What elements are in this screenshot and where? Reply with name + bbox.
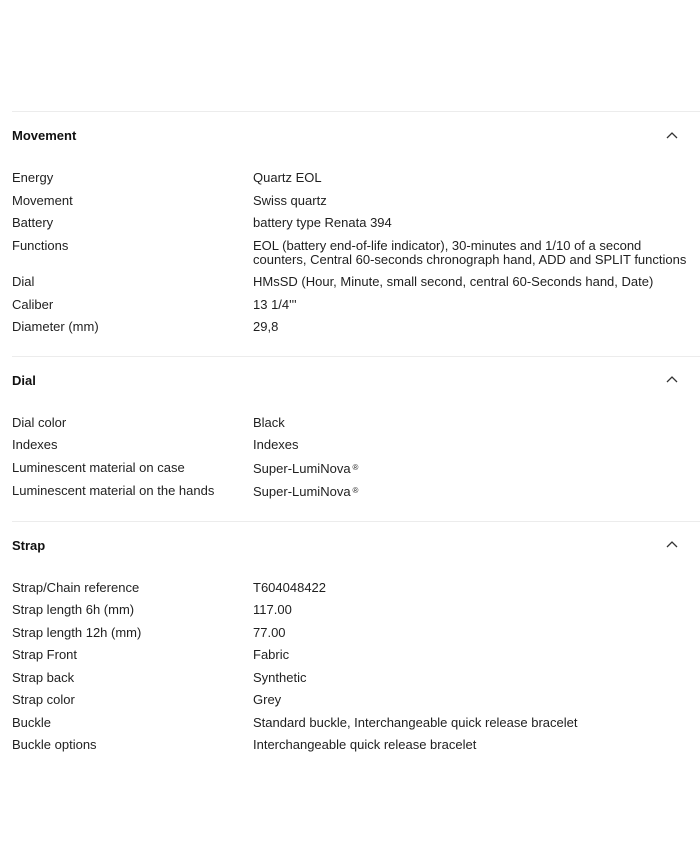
spec-value: 117.00 — [253, 602, 292, 617]
spec-value: Standard buckle, Interchangeable quick release bracelet — [253, 714, 578, 730]
spec-row — [12, 271, 700, 294]
spec-row — [12, 167, 700, 190]
spec-label: Movement — [12, 192, 73, 208]
spec-row — [12, 667, 700, 690]
spec-row — [12, 190, 700, 213]
chevron-up-icon[interactable] — [665, 373, 679, 387]
section-movement-toggle[interactable] — [12, 112, 700, 158]
spec-value: EOL (battery end-of-life indicator), 30-minutes and 1/10 of a second counters, Central 60-seconds chronograph hand, ADD and SPLIT functions — [253, 237, 687, 267]
spec-label: Strap color — [12, 692, 75, 707]
spec-row — [12, 235, 700, 272]
specifications-accordion — [12, 111, 700, 774]
spec-value: Indexes — [253, 437, 299, 452]
spec-row — [12, 644, 700, 667]
spec-list — [12, 158, 700, 356]
spec-label: Buckle options — [12, 737, 97, 752]
spec-row — [12, 212, 700, 235]
spec-value: Black — [253, 414, 285, 430]
spec-value: Synthetic — [253, 669, 307, 685]
spec-label: Luminescent material on the hands — [12, 483, 215, 498]
spec-value: Grey — [253, 692, 282, 707]
spec-label: Buckle — [12, 714, 52, 730]
spec-list — [12, 568, 700, 774]
spec-value: HMsSD (Hour, Minute, small second, central 60-Seconds hand, Date) — [253, 274, 654, 289]
spec-value — [253, 484, 700, 499]
spec-label: Strap length 12h (mm) — [12, 624, 142, 640]
spec-value: Fabric — [253, 647, 290, 662]
section-strap-toggle[interactable] — [12, 522, 700, 568]
spec-value: 77.00 — [253, 624, 286, 640]
spec-value-text: Super-LumiNova — [253, 484, 351, 499]
section-title: Dial — [12, 372, 36, 388]
spec-label: Strap length 6h (mm) — [12, 602, 135, 617]
spec-value: 13 1/4''' — [253, 296, 297, 312]
registered-mark: ® — [352, 486, 359, 495]
section-title: Movement — [12, 128, 77, 143]
spec-row — [12, 294, 700, 317]
spec-label: Strap back — [12, 669, 75, 685]
spec-label: Strap Front — [12, 647, 78, 662]
chevron-up-icon[interactable] — [665, 128, 679, 142]
registered-mark: ® — [352, 462, 359, 472]
spec-row — [12, 316, 700, 339]
spec-label: Dial color — [12, 414, 67, 430]
spec-list — [12, 403, 700, 521]
spec-label: Diameter (mm) — [12, 319, 99, 334]
spec-row — [12, 480, 700, 504]
spec-value: 29,8 — [253, 319, 279, 334]
section-title: Strap — [12, 537, 46, 553]
spec-value: battery type Renata 394 — [253, 215, 392, 230]
spec-value: Quartz EOL — [253, 170, 322, 185]
spec-value: T604048422 — [253, 579, 327, 595]
spec-label: Caliber — [12, 296, 54, 312]
spec-row — [12, 712, 700, 735]
spec-row — [12, 599, 700, 622]
spec-row — [12, 622, 700, 645]
spec-label: Functions — [12, 237, 69, 253]
spec-value: Swiss quartz — [253, 192, 327, 208]
spec-label: Battery — [12, 215, 54, 230]
spec-value: Interchangeable quick release bracelet — [253, 737, 477, 752]
spec-row — [12, 434, 700, 457]
spec-label: Strap/Chain reference — [12, 579, 140, 595]
spec-row — [12, 577, 700, 600]
spec-value-text: Super-LumiNova — [253, 460, 351, 476]
spec-label: Energy — [12, 170, 54, 185]
spec-label: Indexes — [12, 437, 58, 452]
section-movement — [12, 111, 700, 356]
chevron-up-icon[interactable] — [665, 538, 679, 552]
spec-row — [12, 457, 700, 481]
spec-row — [12, 734, 700, 757]
spec-label: Luminescent material on case — [12, 459, 185, 475]
section-dial-toggle[interactable] — [12, 357, 700, 403]
section-strap — [12, 521, 700, 774]
spec-row — [12, 412, 700, 435]
spec-row — [12, 689, 700, 712]
spec-value — [253, 461, 700, 476]
spec-label: Dial — [12, 274, 35, 289]
section-dial — [12, 356, 700, 521]
